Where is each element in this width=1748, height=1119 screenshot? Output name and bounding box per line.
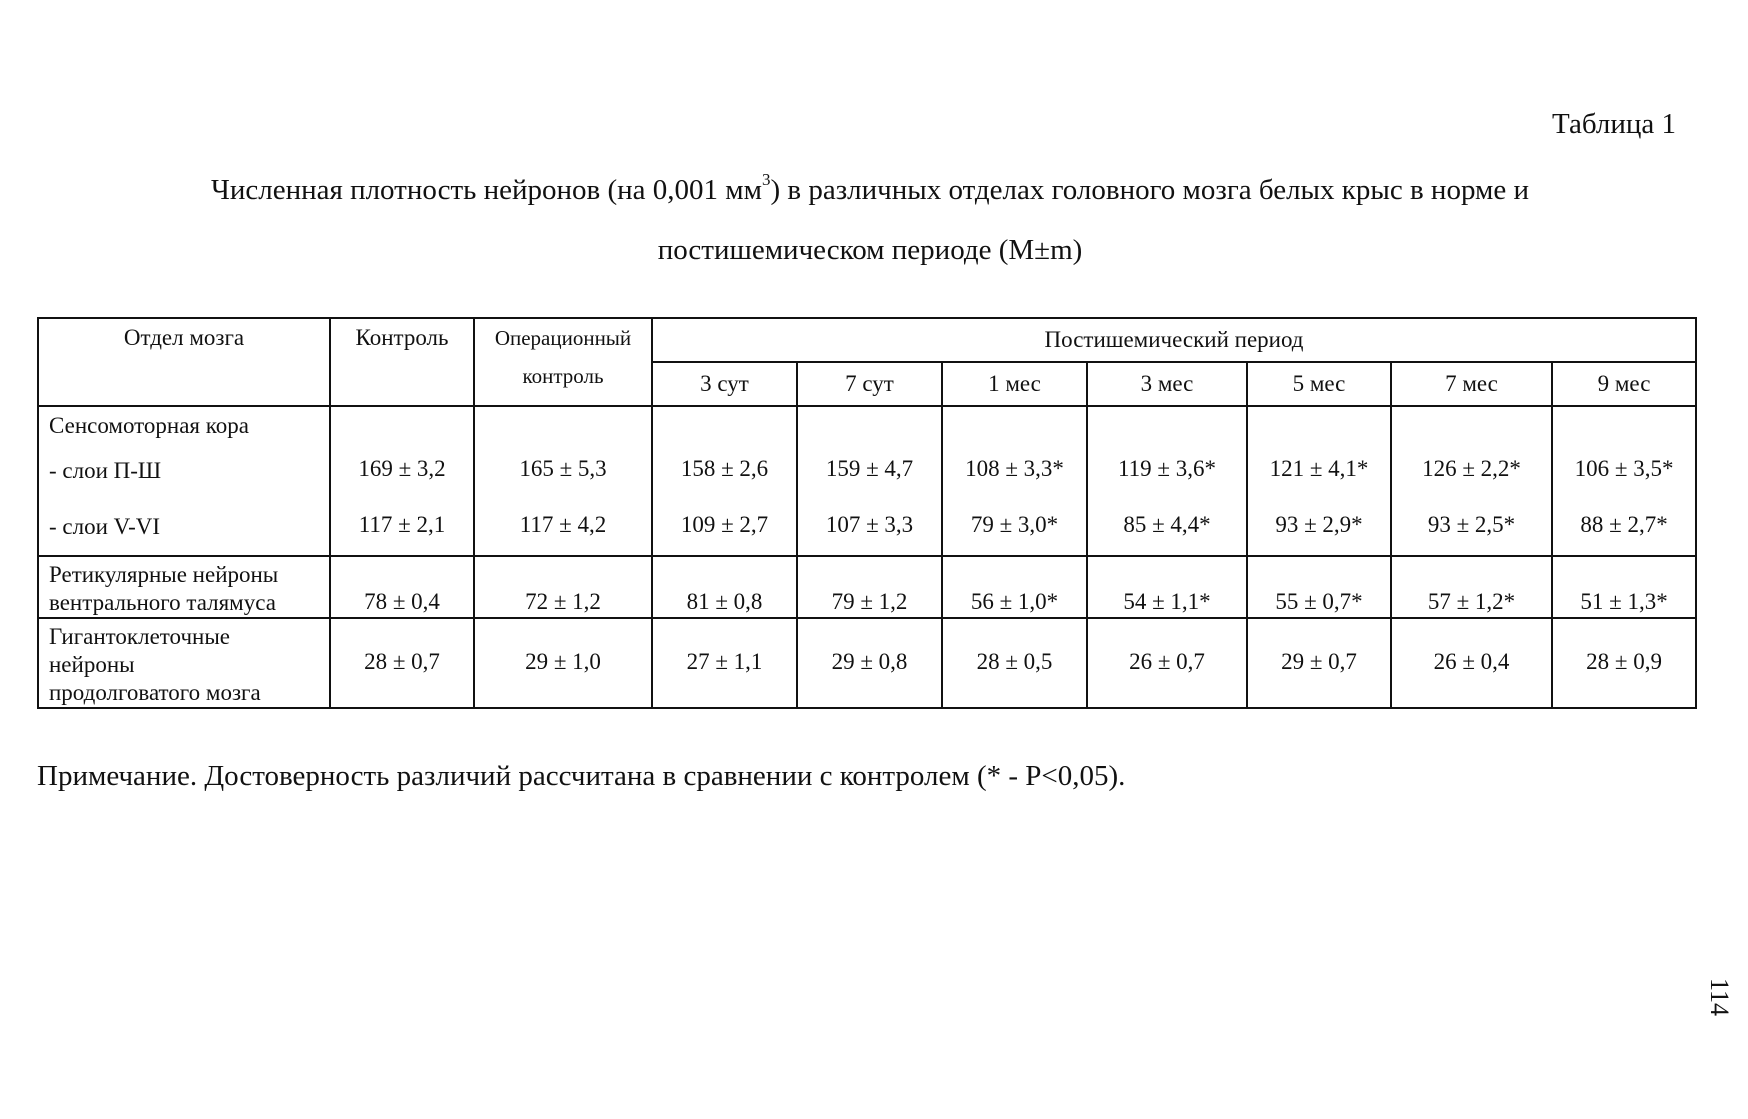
- table-cell: 165 ± 5,3: [519, 456, 607, 481]
- header-period-9m: 9 мес: [1552, 362, 1696, 406]
- table-cell: 54 ± 1,1*: [1087, 556, 1247, 618]
- table-cell: 126 ± 2,2*: [1422, 456, 1521, 481]
- cortex-3m: [1087, 406, 1247, 556]
- table-cell: 29 ± 1,0: [474, 618, 652, 708]
- cortex-label-cell: [38, 406, 330, 556]
- table-cell: 28 ± 0,5: [942, 618, 1087, 708]
- table-cell: 108 ± 3,3*: [965, 456, 1064, 481]
- table-cell: 29 ± 0,7: [1247, 618, 1391, 708]
- neuron-density-table: [37, 317, 1697, 709]
- table-cell: 88 ± 2,7*: [1580, 512, 1668, 537]
- cortex-control: [330, 406, 474, 556]
- table-cell: 109 ± 2,7: [680, 512, 769, 537]
- giant-label-line3: продолговатого мозга: [49, 680, 261, 705]
- table-cell: 78 ± 0,4: [330, 556, 474, 618]
- table-cell: 26 ± 0,7: [1087, 618, 1247, 708]
- cortex-title: Сенсомоторная кора: [49, 413, 249, 438]
- header-row-1: [38, 318, 1696, 362]
- table-cell: 28 ± 0,7: [330, 618, 474, 708]
- header-region: Отдел мозга: [38, 318, 330, 406]
- giant-label: [38, 618, 330, 708]
- cortex-layer-5-6-label: - слои V-VI: [49, 514, 161, 539]
- giant-label-line2: нейроны: [49, 652, 135, 677]
- reticular-label-line2: вентрального талямуса: [49, 590, 276, 615]
- table-cell: 81 ± 0,8: [652, 556, 797, 618]
- cortex-7m: [1391, 406, 1552, 556]
- title-line-2: постишемическом периоде (M±m): [657, 234, 1083, 266]
- header-period-7m: 7 мес: [1391, 362, 1552, 406]
- header-op-control-line1: Операционный: [494, 326, 632, 350]
- table-title: [100, 160, 1640, 280]
- table-cell: 121 ± 4,1*: [1269, 456, 1369, 481]
- table-cell: 93 ± 2,9*: [1275, 512, 1363, 537]
- cortex-layer-2-3-label: - слои П-Ш: [49, 458, 162, 483]
- header-period-1m: 1 мес: [942, 362, 1087, 406]
- table-cell: 158 ± 2,6: [680, 456, 769, 481]
- table-row-cortex: [38, 406, 1696, 556]
- header-period-7d: 7 сут: [797, 362, 942, 406]
- cortex-9m: [1552, 406, 1696, 556]
- header-op-control-line2: контроль: [522, 364, 604, 388]
- header-control: Контроль: [330, 318, 474, 406]
- cortex-1m: [942, 406, 1087, 556]
- header-period-3m: 3 мес: [1087, 362, 1247, 406]
- table-cell: 29 ± 0,8: [797, 618, 942, 708]
- title-prefix: Численная плотность нейронов (на 0,001 мм: [210, 174, 762, 206]
- title-superscript: 3: [761, 170, 771, 189]
- header-postischemic-period: Постишемический период: [652, 318, 1696, 362]
- table-cell: 93 ± 2,5*: [1427, 512, 1516, 537]
- footnote: Примечание. Достоверность различий рассчитана в сравнении с контролем (* - P<0,05).: [37, 760, 1126, 792]
- table-cell: 28 ± 0,9: [1552, 618, 1696, 708]
- table-cell: 55 ± 0,7*: [1247, 556, 1391, 618]
- table-cell: 56 ± 1,0*: [942, 556, 1087, 618]
- title-suffix: ) в различных отделах головного мозга белых крыс в норме и: [770, 174, 1530, 206]
- table-cell: 159 ± 4,7: [825, 456, 914, 481]
- table-cell: 117 ± 2,1: [358, 512, 446, 537]
- table-cell: 72 ± 1,2: [474, 556, 652, 618]
- table-cell: 169 ± 3,2: [358, 456, 446, 481]
- table-cell: 79 ± 1,2: [797, 556, 942, 618]
- table-row-giant-cell: [38, 618, 1696, 708]
- reticular-label-line1: Ретикулярные нейроны: [49, 562, 279, 587]
- giant-label-line1: Гигантоклеточные: [49, 624, 230, 649]
- cortex-7d: [797, 406, 942, 556]
- table-row-reticular: [38, 556, 1696, 618]
- page-number: 114: [1705, 977, 1735, 1017]
- table-cell: 27 ± 1,1: [652, 618, 797, 708]
- table-cell: 107 ± 3,3: [825, 512, 914, 537]
- cortex-3d: [652, 406, 797, 556]
- reticular-label: [38, 556, 330, 618]
- table-cell: 51 ± 1,3*: [1552, 556, 1696, 618]
- header-period-5m: 5 мес: [1247, 362, 1391, 406]
- table-cell: 26 ± 0,4: [1391, 618, 1552, 708]
- cortex-5m: [1247, 406, 1391, 556]
- header-period-3d: 3 сут: [652, 362, 797, 406]
- table-cell: 106 ± 3,5*: [1574, 456, 1674, 481]
- table-cell: 119 ± 3,6*: [1117, 456, 1217, 481]
- table-cell: 79 ± 3,0*: [970, 512, 1059, 537]
- table-cell: 57 ± 1,2*: [1391, 556, 1552, 618]
- header-op-control: [474, 318, 652, 406]
- cortex-op-control: [474, 406, 652, 556]
- table-cell: 85 ± 4,4*: [1123, 512, 1211, 537]
- table-cell: 117 ± 4,2: [519, 512, 607, 537]
- table-number: Таблица 1: [1551, 108, 1676, 140]
- title-line-1: [100, 160, 1640, 220]
